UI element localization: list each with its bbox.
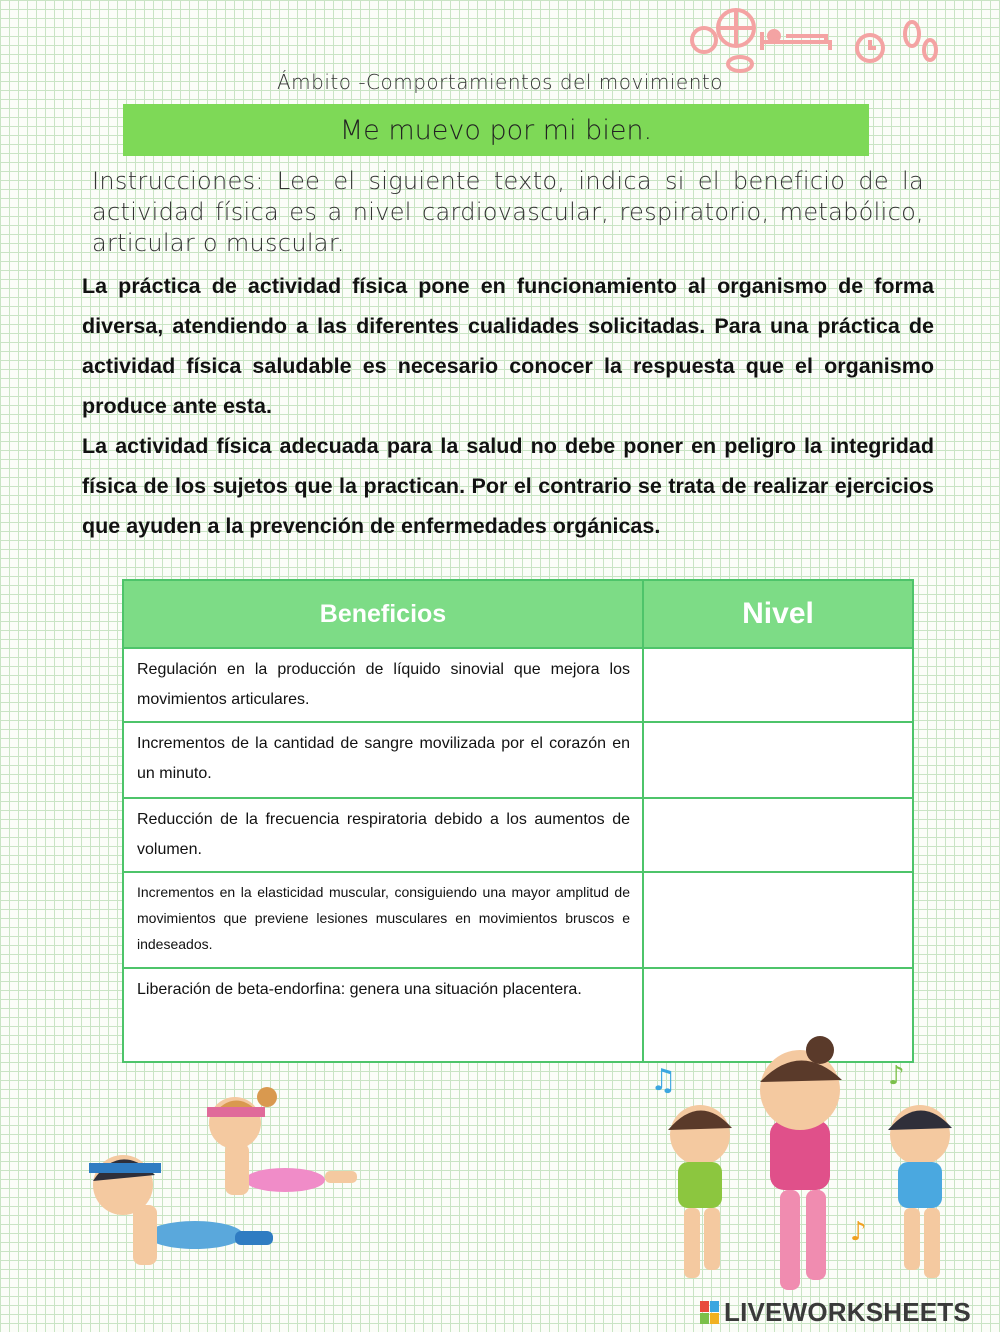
alarm-clock-icon — [857, 35, 883, 61]
liveworksheets-logo — [700, 1297, 971, 1328]
girl-green-figure — [668, 1105, 732, 1278]
woman-figure — [760, 1036, 842, 1290]
girl-figure — [207, 1087, 357, 1195]
logo-text: LIVEWORKSHEETS — [724, 1297, 971, 1327]
page-title: Me muevo por mi bien. — [339, 114, 653, 146]
svg-text:♫: ♫ — [650, 1063, 677, 1098]
bed-icon — [762, 31, 830, 50]
table-row — [123, 798, 913, 872]
svg-text:♪: ♪ — [850, 1217, 867, 1247]
paragraph-2: La actividad física adecuada para la salud no debe poner en peligro la integridad física de los sujetos que la practican. Por el contrario se trata de realizar ejercicios que ayuden a la prevención de enfermedades orgánicas. — [82, 434, 934, 538]
music-note-icon — [850, 1217, 867, 1247]
football-icon — [728, 57, 752, 71]
instructions-text: Instrucciones: Lee el siguiente texto, indica si el beneficio de la actividad física es a nivel cardiovascular, respiratorio, metabólico, articular o muscular. — [92, 167, 924, 257]
basketball-icon — [718, 10, 754, 46]
level-answer-field[interactable] — [643, 872, 913, 968]
baseball-icon — [692, 28, 716, 52]
table-row — [123, 722, 913, 798]
benefit-cell: Regulación en la producción de líquido sinovial que mejora los movimientos articulares. — [123, 648, 643, 722]
ambito-heading: Ámbito -Comportamientos del movimiento — [276, 70, 723, 94]
svg-text:♪: ♪ — [888, 1061, 905, 1091]
benefit-cell: Reducción de la frecuencia respiratoria debido a los aumentos de volumen. — [123, 798, 643, 872]
level-answer-field[interactable] — [643, 798, 913, 872]
footprint-icon — [905, 22, 936, 60]
level-answer-field[interactable] — [643, 648, 913, 722]
benefits-column-header: Beneficios — [123, 580, 643, 648]
pushup-kids-illustration — [75, 1035, 375, 1285]
liveworksheets-logo-icon — [700, 1301, 720, 1325]
benefit-cell: Incrementos en la elasticidad muscular, consiguiendo una mayor amplitud de movimientos que previene lesiones musculares en movimientos bruscos e indeseados. — [123, 872, 643, 968]
decorative-sports-icons — [690, 6, 940, 78]
girl-blue-figure — [888, 1105, 952, 1278]
benefit-cell: Incrementos de la cantidad de sangre movilizada por el corazón en un minuto. — [123, 722, 643, 798]
table-header-row — [123, 580, 913, 648]
table-row — [123, 648, 913, 722]
level-column-header: Nivel — [643, 580, 913, 648]
title-band — [123, 104, 869, 156]
paragraph-1: La práctica de actividad física pone en funcionamiento al organismo de forma diversa, atendiendo a las diferentes cualidades solicitadas. Para una práctica de actividad física saludable es necesario conocer la respuesta que el organismo produce ante esta. — [82, 274, 934, 418]
music-note-icon — [650, 1063, 677, 1098]
dancing-family-illustration — [620, 1030, 980, 1300]
level-answer-field[interactable] — [643, 722, 913, 798]
table-row — [123, 872, 913, 968]
benefit-cell: Liberación de beta-endorfina: genera una situación placentera. — [123, 968, 643, 1062]
music-note-icon — [888, 1061, 905, 1091]
benefits-table — [122, 579, 914, 1063]
